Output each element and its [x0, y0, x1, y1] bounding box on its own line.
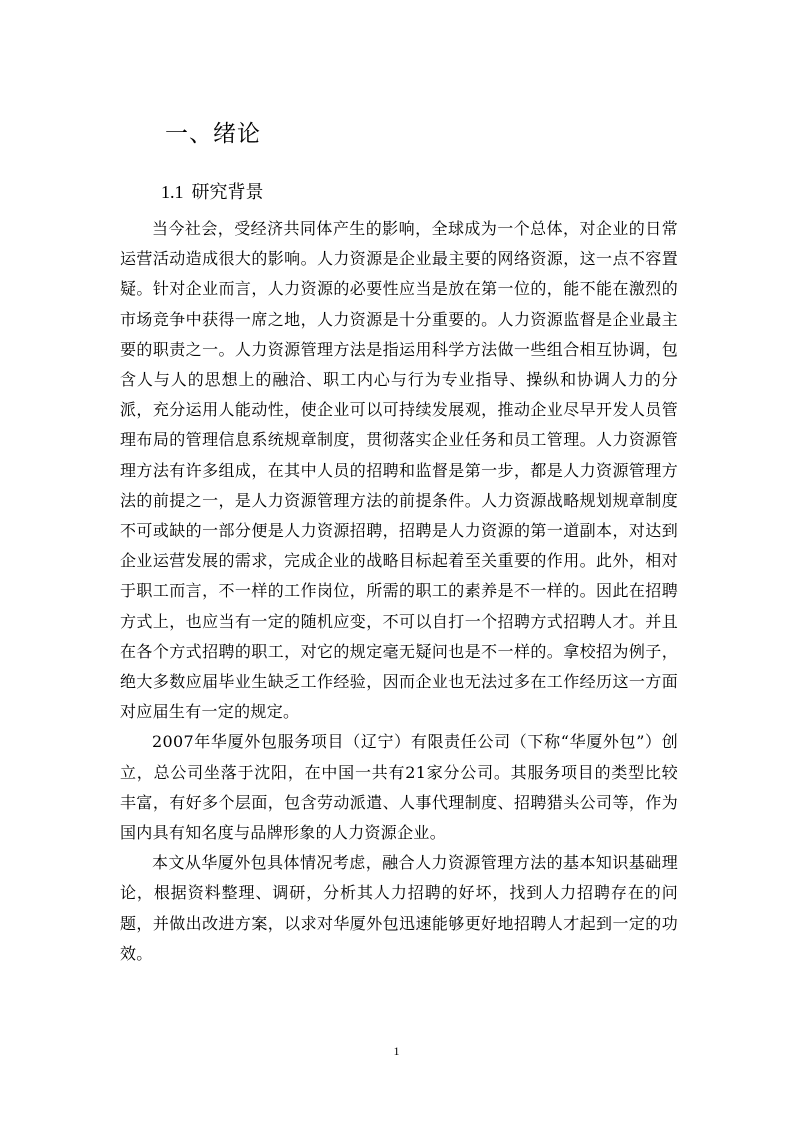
chapter-title: 一、绪论 [165, 121, 261, 147]
page-number: 1 [393, 1044, 400, 1058]
paragraph: 本文从华厦外包具体情况考虑，融合人力资源管理方法的基本知识基础理论，根据资料整理、调研，分析其人力招聘的好坏，找到人力招聘存在的问题，并做出改进方案，以求对华厦外包迅速能够更好地招聘人才起到一定的功效。 [120, 853, 678, 963]
paragraph: 当今社会，受经济共同体产生的影响，全球成为一个总体，对企业的日常运营活动造成很大的影响。人力资源是企业最主要的网络资源，这一点不容置疑。针对企业而言，人力资源的必要性应当是放在第一位的，能不能在激烈的市场竞争中获得一席之地，人力资源是十分重要的。人力资源监督是企业最主要的职责之一。人力资源管理方法是指运用科学方法做一些组合相互协调，包含人与人的思想上的融洽、职工内心与行为专业指导、操纵和协调人力的分派，充分运用人能动性，使企业可以可持续发展观，推动企业尽早开发人员管理布局的管理信息系统规章制度，贯彻落实企业任务和员工管理。人力资源管理方法有许多组成，在其中人员的招聘和监督是第一步，都是人力资源管理方法的前提之一，是人力资源管理方法的前提条件。人力资源战略规划规章制度不可或缺的一部分便是人力资源招聘，招聘是人力资源的第一道副本，对达到企业运营发展的需求，完成企业的战略目标起着至关重要的作用。此外，相对于职工而言，不一样的工作岗位，所需的职工的素养是不一样的。因此在招聘方式上，也应当有一定的随机应变，不可以自打一个招聘方式招聘人才。并且在各个方式招聘的职工，对它的规定毫无疑问也是不一样的。拿校招为例子，绝大多数应届毕业生缺乏工作经验，因而企业也无法过多在工作经历这一方面对应届生有一定的规定。 [120, 219, 678, 722]
body-text [120, 214, 678, 969]
section-number: 1.1 [161, 182, 184, 202]
paragraph: 2007年华厦外包服务项目（辽宁）有限责任公司（下称“华厦外包”）创立，总公司坐落于沈阳，在中国一共有21家分公司。其服务项目的类型比较丰富，有好多个层面，包含劳动派遣、人事代理制度、招聘猎头公司等，作为国内具有知名度与品牌形象的人力资源企业。 [120, 732, 678, 843]
section-heading [161, 178, 264, 204]
section-title: 研究背景 [191, 182, 264, 203]
